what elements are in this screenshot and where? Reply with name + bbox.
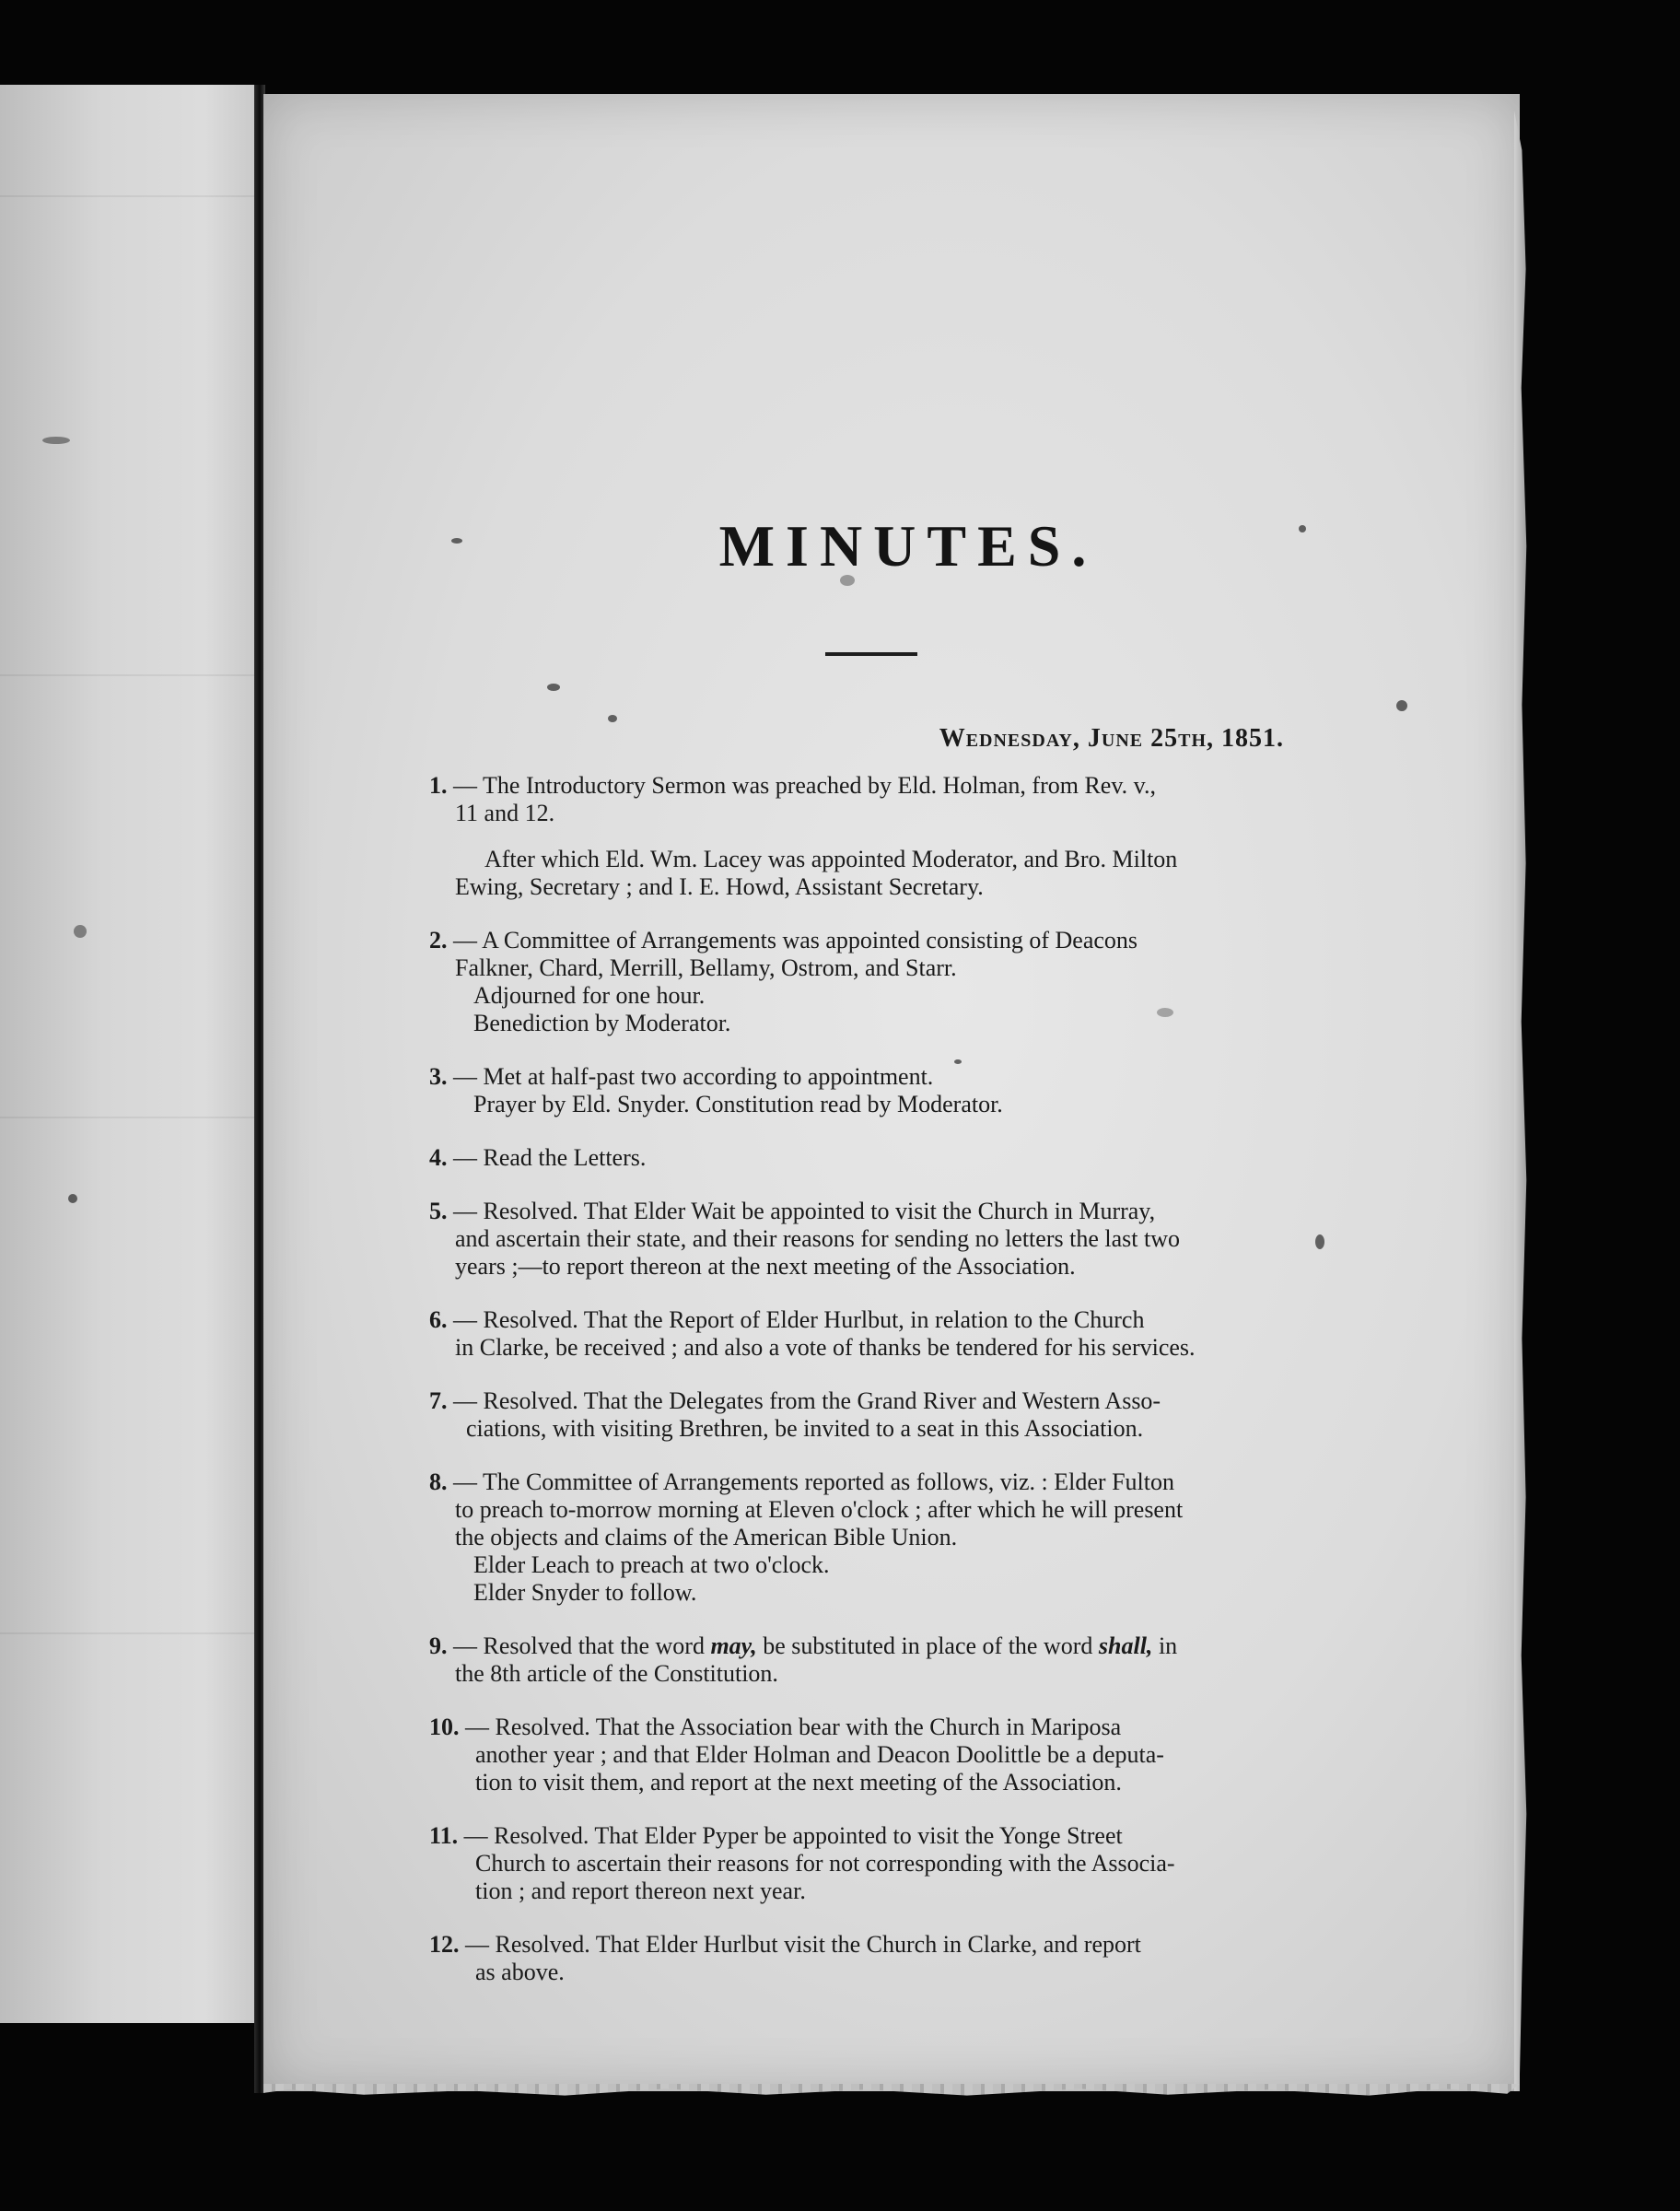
dateline-weekday: Wednesday, [939, 724, 1080, 753]
page-edge-bottom [263, 2084, 1520, 2100]
entry-text: — Read the Letters. [453, 1144, 647, 1171]
entry-line [429, 1144, 1286, 1172]
entry-line: Benediction by Moderator. [473, 1010, 731, 1036]
ruled-line [0, 1632, 256, 1634]
speck [68, 1194, 77, 1203]
minute-entry [429, 1306, 1286, 1362]
entry-line: the objects and claims of the American Bible Union. [455, 1524, 958, 1550]
minute-entry [429, 772, 1286, 901]
ruled-line [0, 195, 256, 197]
entry-line [429, 1931, 1286, 1959]
entry-text: — The Committee of Arrangements reported as follows, viz. : Elder Fulton [453, 1468, 1174, 1495]
entry-text: — Resolved. That the Delegates from the Grand River and Western Asso- [453, 1387, 1161, 1414]
page-title: MINUTES. [718, 513, 1098, 579]
title-rule [825, 652, 917, 656]
entry-number: 9. [429, 1632, 448, 1659]
entry-number: 11. [429, 1822, 459, 1849]
entry-line: Elder Leach to preach at two o'clock. [473, 1551, 830, 1578]
entry-number: 12. [429, 1931, 460, 1958]
entry-line [429, 1198, 1286, 1225]
entry-line: as above. [475, 1959, 565, 1985]
entry-line: Church to ascertain their reasons for not corresponding with the Associa- [475, 1850, 1175, 1877]
entry-text: — A Committee of Arrangements was appointed consisting of Deacons [453, 927, 1138, 953]
entry-text: — Met at half-past two according to appointment. [453, 1063, 934, 1090]
entry-line [429, 1822, 1286, 1850]
entry-text: — Resolved. That Elder Wait be appointed to visit the Church in Murray, [453, 1198, 1156, 1224]
entry-line: years ;—to report thereon at the next meeting of the Association. [455, 1253, 1076, 1280]
entry-text: — The Introductory Sermon was preached by Eld. Holman, from Rev. v., [453, 772, 1156, 799]
speck [42, 437, 70, 444]
entry-text: — Resolved. That Elder Hurlbut visit the Church in Clarke, and report [465, 1931, 1141, 1958]
entry-line: tion to visit them, and report at the next meeting of the Association. [475, 1769, 1122, 1796]
entry-line [429, 927, 1286, 954]
entry-line: and ascertain their state, and their reasons for sending no letters the last two [455, 1225, 1180, 1252]
minute-entry [429, 927, 1286, 1037]
emphasis-may: may, [710, 1632, 757, 1659]
minute-entry [429, 1822, 1286, 1905]
minute-entry [429, 1931, 1286, 1986]
entry-text: — Resolved. That the Association bear with the Church in Mariposa [465, 1714, 1122, 1740]
page-edge-right [1514, 111, 1527, 2091]
entry-line: Ewing, Secretary ; and I. E. Howd, Assistant Secretary. [455, 873, 984, 900]
dateline [939, 724, 1284, 754]
entry-number: 3. [429, 1063, 448, 1090]
entry-line: Prayer by Eld. Snyder. Constitution read by Moderator. [473, 1091, 1003, 1117]
entry-line: 11 and 12. [455, 800, 555, 826]
ruled-line [0, 674, 256, 676]
entry-text: — Resolved. That the Report of Elder Hurlbut, in relation to the Church [453, 1306, 1145, 1333]
speck [74, 925, 87, 938]
entry-line: in Clarke, be received ; and also a vote of thanks be tendered for his services. [455, 1334, 1196, 1361]
entry-number: 7. [429, 1387, 448, 1414]
entry-text: — Resolved. That Elder Pyper be appointed to visit the Yonge Street [463, 1822, 1123, 1849]
dateline-year: 1851. [1221, 724, 1284, 753]
minute-entry [429, 1632, 1286, 1688]
entry-text: — Resolved that the word [453, 1632, 711, 1659]
speck [608, 715, 617, 722]
entry-line: Elder Snyder to follow. [473, 1579, 697, 1606]
entry-number: 1. [429, 772, 448, 799]
entry-line [429, 1387, 1286, 1415]
entry-line: Falkner, Chard, Merrill, Bellamy, Ostrom, and Starr. [455, 954, 957, 981]
entry-line [429, 1306, 1286, 1334]
entry-text: be substituted in place of the word [756, 1632, 1099, 1659]
minute-entry [429, 1198, 1286, 1281]
entry-line [429, 1063, 1286, 1091]
dateline-month-day: June 25th, [1087, 724, 1214, 753]
entry-line [429, 1714, 1286, 1741]
minute-entry [429, 1468, 1286, 1607]
entry-line [429, 1632, 1286, 1660]
speck [1315, 1234, 1324, 1249]
entry-line: to preach to-morrow morning at Eleven o'clock ; after which he will present [455, 1496, 1184, 1523]
entry-number: 2. [429, 927, 448, 953]
entry-line [429, 1468, 1286, 1496]
entry-text: in [1152, 1632, 1178, 1659]
minute-entry [429, 1144, 1286, 1172]
minutes-entries [429, 772, 1286, 2012]
emphasis-shall: shall, [1098, 1632, 1153, 1659]
entry-line: the 8th article of the Constitution. [455, 1660, 778, 1687]
entry-number: 5. [429, 1198, 448, 1224]
entry-line: After which Eld. Wm. Lacey was appointed Moderator, and Bro. Milton [484, 846, 1178, 872]
minute-entry [429, 1063, 1286, 1118]
minute-entry [429, 1714, 1286, 1796]
entry-line: tion ; and report thereon next year. [475, 1878, 806, 1904]
speck [547, 684, 560, 691]
left-page-edge [0, 85, 256, 2023]
entry-number: 8. [429, 1468, 448, 1495]
entry-number: 4. [429, 1144, 448, 1171]
ruled-line [0, 1117, 256, 1118]
speck [1396, 700, 1407, 711]
entry-number: 6. [429, 1306, 448, 1333]
entry-line [429, 772, 1286, 800]
entry-number: 10. [429, 1714, 460, 1740]
entry-line: ciations, with visiting Brethren, be invited to a seat in this Association. [466, 1415, 1144, 1442]
minute-entry [429, 1387, 1286, 1443]
entry-line: Adjourned for one hour. [473, 982, 706, 1009]
entry-line: another year ; and that Elder Holman and Deacon Doolittle be a deputa- [475, 1741, 1164, 1768]
